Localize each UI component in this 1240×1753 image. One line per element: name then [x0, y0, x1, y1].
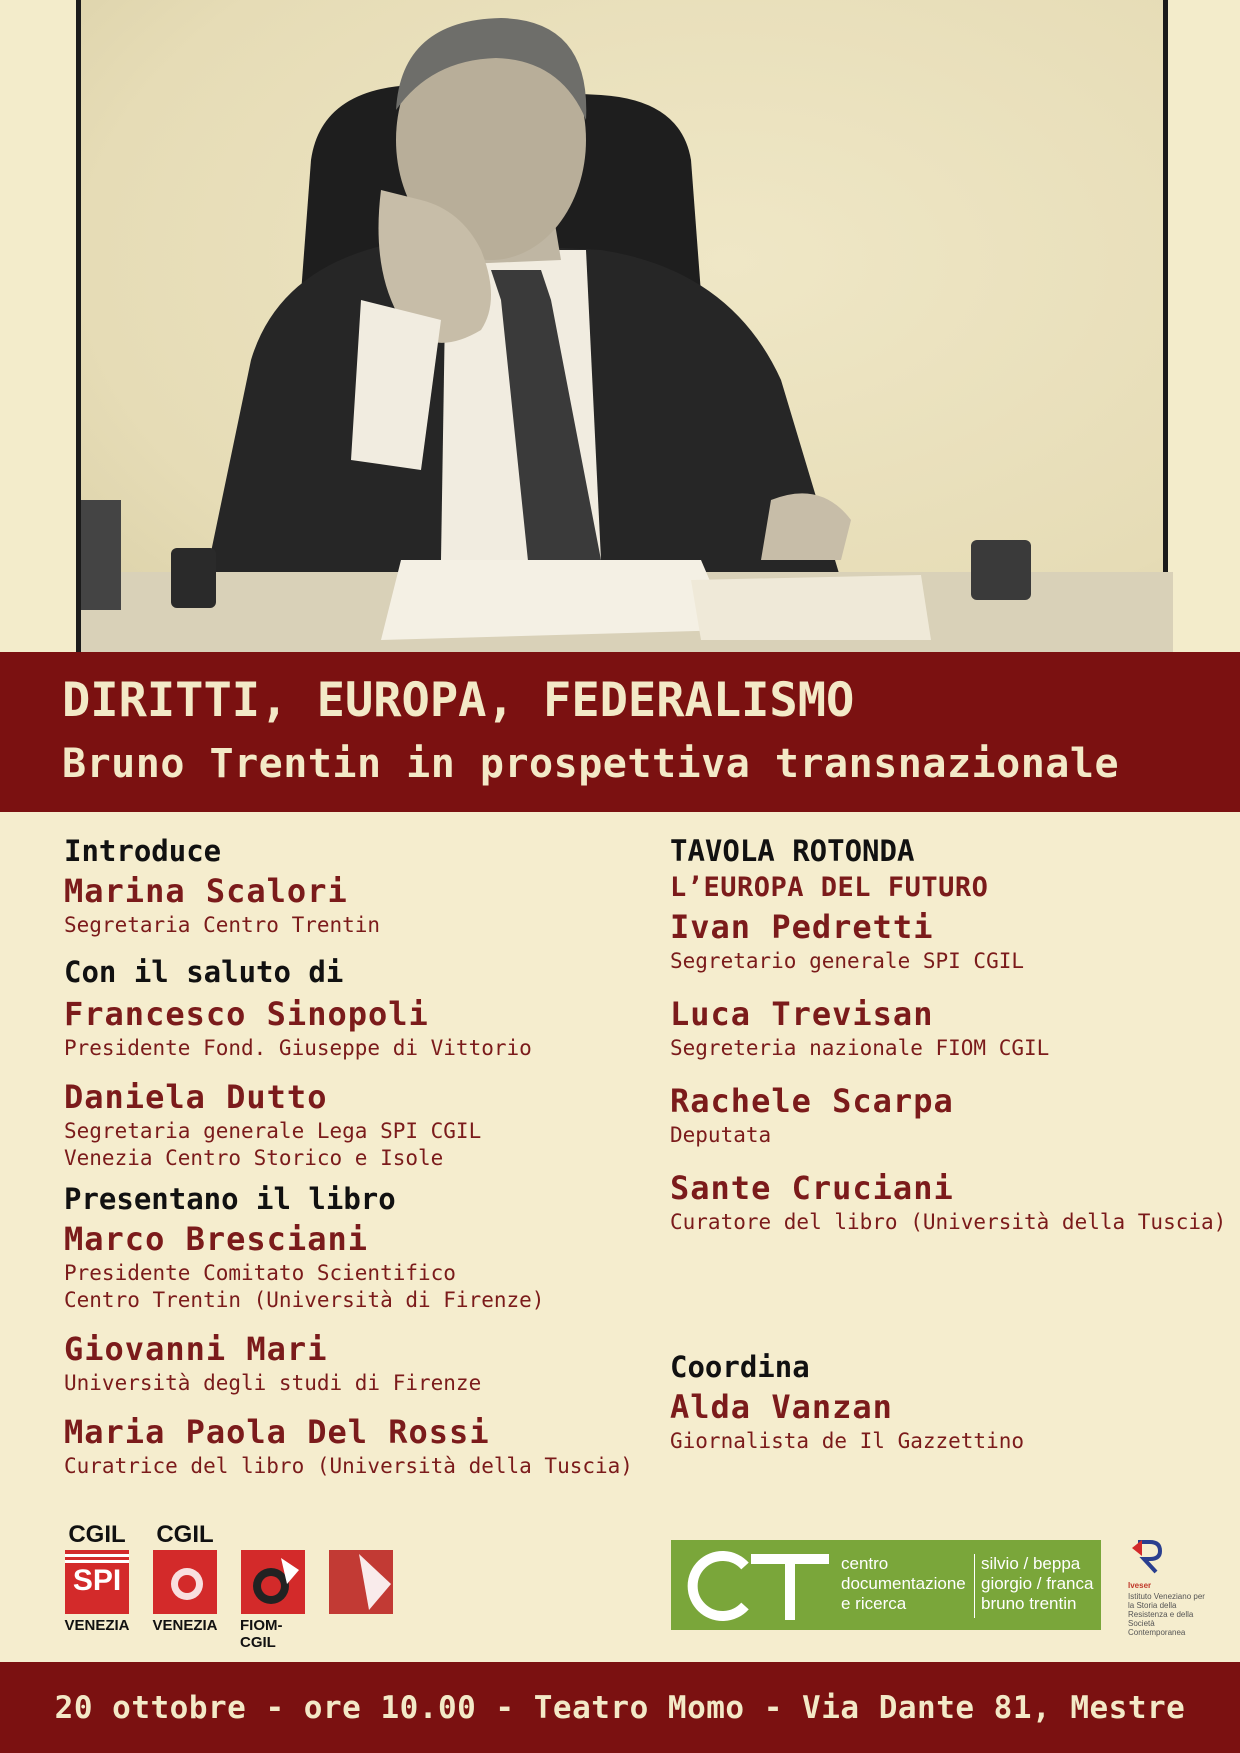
- tavola-label: TAVOLA ROTONDA: [670, 834, 915, 868]
- speaker-name: Daniela Dutto: [64, 1078, 328, 1116]
- program-right-column: [670, 832, 1230, 1455]
- iveser-logo: Iveser Istituto Veneziano per la Storia della Resistenza e della Società Contemporanea: [1128, 1538, 1208, 1628]
- title-band: [0, 652, 1240, 812]
- speaker-name: Sante Cruciani: [670, 1169, 954, 1207]
- iveser-mark-icon: [1128, 1538, 1168, 1574]
- coordina-label: Coordina: [670, 1350, 810, 1384]
- speaker-name: Francesco Sinopoli: [64, 995, 429, 1033]
- speaker-role: Deputata: [670, 1123, 772, 1147]
- cgil-venezia-logo: CGIL VENEZIA: [152, 1521, 218, 1634]
- speaker-name: Ivan Pedretti: [670, 908, 934, 946]
- gear-icon: [241, 1550, 305, 1614]
- tavola-subtitle: L’EUROPA DEL FUTURO: [670, 872, 989, 903]
- speaker-role: Segretaria generale Lega SPI CGIL: [64, 1119, 482, 1143]
- speaker-name: Marco Bresciani: [64, 1220, 368, 1258]
- cgil-spi-logo: CGIL SPI VENEZIA: [64, 1521, 130, 1634]
- speaker-role: Segretaria Centro Trentin: [64, 913, 381, 937]
- speaker-name: Giovanni Mari: [64, 1330, 328, 1368]
- main-title: DIRITTI, EUROPA, FEDERALISMO: [62, 673, 855, 728]
- subtitle: Bruno Trentin in prospettiva transnazionale: [62, 741, 1120, 787]
- speaker-role: Università degli studi di Firenze: [64, 1371, 482, 1395]
- saluto-label: Con il saluto di: [64, 955, 344, 989]
- speaker-role: Venezia Centro Storico e Isole: [64, 1146, 444, 1170]
- pd-logo: [328, 1548, 394, 1614]
- lion-icon: [153, 1550, 217, 1614]
- introduce-label: Introduce: [64, 834, 222, 868]
- portrait-illustration: [81, 0, 1173, 652]
- ct-monogram-icon: [681, 1544, 831, 1626]
- speaker-name: Marina Scalori: [64, 872, 348, 910]
- pd-emblem-icon: [329, 1550, 393, 1614]
- speaker-name: Luca Trevisan: [670, 995, 934, 1033]
- speaker-role: Giornalista de Il Gazzettino: [670, 1429, 1025, 1453]
- speaker-role: Curatore del libro (Università della Tuscia): [670, 1210, 1227, 1234]
- speaker-role: Segreteria nazionale FIOM CGIL: [670, 1036, 1050, 1060]
- speaker-name: Maria Paola Del Rossi: [64, 1413, 490, 1451]
- event-details-footer: 20 ottobre - ore 10.00 - Teatro Momo - Via Dante 81, Mestre: [0, 1662, 1240, 1753]
- photo-frame: [76, 0, 1168, 652]
- speaker-name: Alda Vanzan: [670, 1388, 893, 1426]
- presentano-label: Presentano il libro: [64, 1182, 396, 1216]
- speaker-role: Curatrice del libro (Università della Tuscia): [64, 1454, 633, 1478]
- speaker-role: Segretario generale SPI CGIL: [670, 949, 1025, 973]
- program-left-column: [64, 832, 644, 1480]
- speaker-role: Presidente Fond. Giuseppe di Vittorio: [64, 1036, 532, 1060]
- partner-logos-left: [64, 1521, 394, 1651]
- centro-trentin-logo: centro documentazione e ricerca silvio / beppa giorgio / franca bruno trentin: [671, 1540, 1101, 1630]
- speaker-role: Presidente Comitato Scientifico: [64, 1261, 456, 1285]
- speaker-name: Rachele Scarpa: [670, 1082, 954, 1120]
- speaker-role: Centro Trentin (Università di Firenze): [64, 1288, 545, 1312]
- fiom-cgil-logo: FIOM-CGIL: [240, 1548, 306, 1651]
- portrait-photo: [0, 0, 1240, 652]
